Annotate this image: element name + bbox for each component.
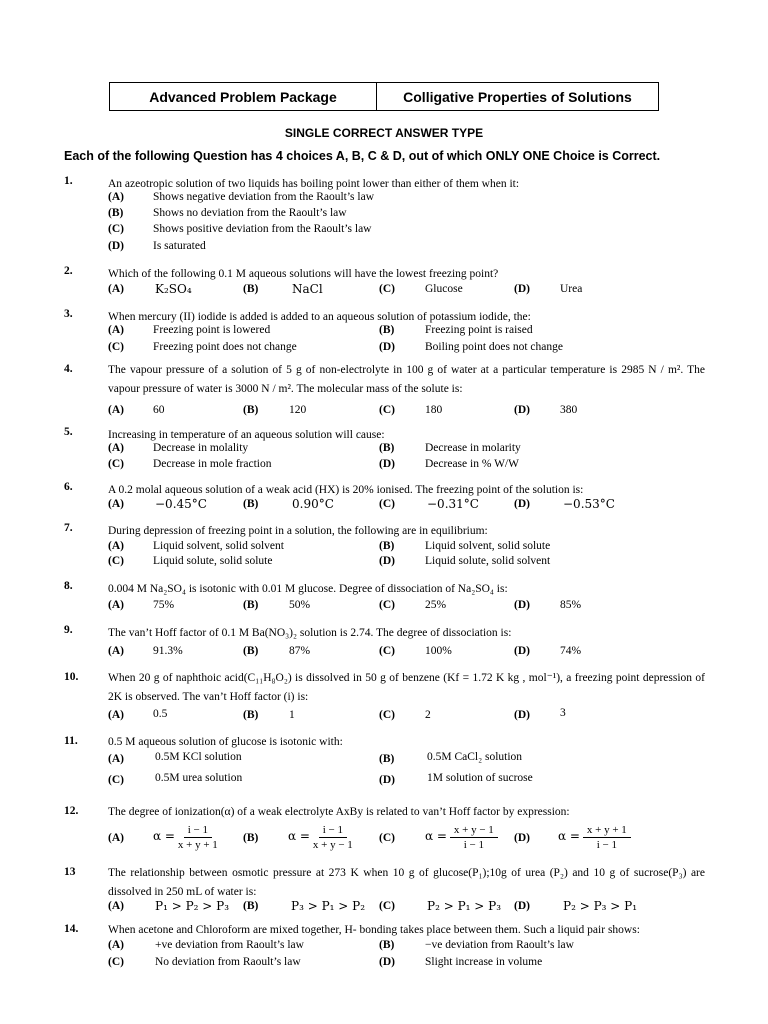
option-label: (D): [514, 283, 530, 295]
question-text: During depression of freezing point in a solution, the following are in equilibrium:: [108, 525, 488, 537]
option-b: Freezing point is raised: [425, 324, 533, 336]
option-b: NaCl: [292, 282, 323, 296]
fraction: [450, 823, 498, 852]
option-a: Freezing point is lowered: [153, 324, 271, 336]
option-label: (C): [379, 832, 395, 844]
option-c: 25%: [425, 599, 447, 611]
option-c: Liquid solute, solid solute: [153, 555, 273, 567]
option-label: (D): [514, 404, 530, 416]
question-text: The degree of ionization(α) of a weak electrolyte AxBy is related to van’t Hoff factor by expression:: [108, 806, 570, 818]
question-number: 13: [64, 866, 76, 878]
option-label: (A): [108, 753, 124, 765]
option-label: (C): [108, 223, 124, 235]
option-label: (D): [379, 341, 395, 353]
question-number: 5.: [64, 426, 73, 438]
option-label: (C): [108, 341, 124, 353]
option-c: Shows positive deviation from the Raoult’s law: [153, 223, 372, 235]
alpha-symbol: α =: [288, 829, 310, 844]
denominator: i − 1: [596, 839, 617, 851]
question-text: The relationship between osmotic pressure at 273 K when 10 g of glucose(P₁);10g of urea (P₂) and 10 g of sucrose(P₃) are dissolved in 250 mL of water is:: [108, 867, 705, 898]
header-right: Colligative Properties of Solutions: [403, 88, 632, 105]
option-label: (D): [514, 709, 530, 721]
option-d: 380: [560, 404, 578, 416]
question-text: The van’t Hoff factor of 0.1 M Ba(NO₃)₂ solution is 2.74. The degree of dissociation is:: [108, 627, 512, 639]
question-number: 8.: [64, 580, 73, 592]
option-d: Boiling point does not change: [425, 341, 563, 353]
option-b: 1: [289, 709, 295, 721]
option-label: (D): [379, 458, 395, 470]
option-label: (D): [379, 956, 395, 968]
numerator: i − 1: [319, 823, 347, 838]
option-a: −0.45°C: [155, 497, 207, 511]
option-d: 74%: [560, 645, 582, 657]
option-label: (B): [379, 540, 395, 552]
option-label: (C): [379, 900, 395, 912]
option-c: Decrease in mole fraction: [153, 458, 272, 470]
question-text: Which of the following 0.1 M aqueous solutions will have the lowest freezing point?: [108, 268, 499, 280]
option-a: Decrease in molality: [153, 442, 249, 454]
question-number: 6.: [64, 481, 73, 493]
option-label: (B): [243, 900, 259, 912]
option-a: 0.5: [153, 708, 168, 720]
option-label: (B): [243, 709, 259, 721]
question-text: 0.004 M Na₂SO₄ is isotonic with 0.01 M glucose. Degree of dissociation of Na₂SO₄ is:: [108, 583, 508, 595]
option-b: −ve deviation from Raoult’s law: [425, 939, 574, 951]
option-d: Is saturated: [153, 240, 206, 252]
question-text: Increasing in temperature of an aqueous solution will cause:: [108, 429, 385, 441]
option-d: Slight increase in volume: [425, 956, 543, 968]
option-label: (A): [108, 645, 124, 657]
option-b: [288, 823, 353, 852]
header-left: Advanced Problem Package: [110, 83, 377, 110]
option-label: (A): [108, 900, 124, 912]
header-box: [109, 82, 659, 111]
denominator: x + y + 1: [177, 839, 218, 851]
option-a: K₂SO₄: [155, 282, 192, 296]
question-text: When acetone and Chloroform are mixed together, H- bonding takes place between them. Such a liquid pair shows:: [108, 924, 640, 936]
question-number: 10.: [64, 671, 79, 683]
option-label: (C): [379, 709, 395, 721]
option-label: (C): [108, 555, 124, 567]
option-b: Liquid solvent, solid solute: [425, 540, 551, 552]
option-label: (B): [243, 498, 259, 510]
option-label: (D): [108, 240, 124, 252]
section-title: SINGLE CORRECT ANSWER TYPE: [284, 126, 484, 140]
option-label: (A): [108, 939, 124, 951]
option-a: 0.5M KCl solution: [155, 751, 242, 763]
option-label: (A): [108, 283, 124, 295]
alpha-symbol: α =: [153, 829, 175, 844]
option-label: (D): [514, 900, 530, 912]
option-label: (C): [108, 458, 124, 470]
option-label: (A): [108, 832, 124, 844]
question-number: 7.: [64, 522, 73, 534]
option-a: Shows negative deviation from the Raoult’s law: [153, 191, 375, 203]
option-a: +ve deviation from Raoult’s law: [155, 939, 304, 951]
option-label: (B): [243, 645, 259, 657]
option-label: (D): [514, 599, 530, 611]
option-b: 120: [289, 404, 307, 416]
fraction: [178, 823, 218, 852]
question-text: An azeotropic solution of two liquids has boiling point lower than either of them when it:: [108, 178, 520, 190]
option-c: 100%: [425, 645, 452, 657]
fraction: [313, 823, 353, 852]
option-c: 2: [425, 709, 431, 721]
option-c: Glucose: [425, 283, 463, 295]
option-a: Liquid solvent, solid solvent: [153, 540, 284, 552]
question-text: 0.5 M aqueous solution of glucose is isotonic with:: [108, 736, 343, 748]
option-a: P₁ > P₂ > P₃: [155, 899, 230, 913]
option-d: Decrease in % W/W: [425, 458, 519, 470]
option-label: (B): [243, 832, 259, 844]
option-label: (C): [108, 774, 124, 786]
option-label: (A): [108, 324, 124, 336]
option-c: [425, 823, 498, 852]
numerator: x + y − 1: [450, 823, 498, 838]
option-d: 85%: [560, 599, 582, 611]
option-label: (B): [379, 939, 395, 951]
option-b: Decrease in molarity: [425, 442, 521, 454]
option-c: 0.5M urea solution: [155, 772, 243, 784]
option-d: [558, 823, 631, 852]
option-label: (D): [514, 498, 530, 510]
question-number: 3.: [64, 308, 73, 320]
option-label: (B): [379, 753, 395, 765]
option-a: 91.3%: [153, 645, 183, 657]
option-c: P₂ > P₁ > P₃: [427, 899, 502, 913]
question-text: A 0.2 molal aqueous solution of a weak acid (HX) is 20% ionised. The freezing point of the solution is:: [108, 484, 584, 496]
question-number: 1.: [64, 175, 73, 187]
option-label: (B): [243, 404, 259, 416]
option-a: 75%: [153, 599, 175, 611]
option-label: (B): [379, 324, 395, 336]
question-number: 12.: [64, 805, 79, 817]
option-label: (D): [379, 555, 395, 567]
option-d: −0.53°C: [563, 497, 615, 511]
denominator: i − 1: [463, 839, 484, 851]
fraction: [583, 823, 631, 852]
option-a: 60: [153, 404, 165, 416]
option-b: P₃ > P₁ > P₂: [291, 899, 366, 913]
option-c: No deviation from Raoult’s law: [155, 956, 301, 968]
option-d: 3: [560, 707, 566, 719]
option-label: (C): [379, 283, 395, 295]
instructions: Each of the following Question has 4 choices A, B, C & D, out of which ONLY ONE Choice is Correct.: [64, 149, 661, 163]
question-text: When 20 g of naphthoic acid(C₁₁H₈O₂) is dissolved in 50 g of benzene (Kf = 1.72 K kg , mol⁻¹), a freezing point depression of 2K is observed. The van’t Hoff factor (i) is:: [108, 672, 705, 703]
option-b: 87%: [289, 645, 311, 657]
option-label: (C): [379, 599, 395, 611]
option-label: (A): [108, 442, 124, 454]
option-label: (C): [379, 498, 395, 510]
option-label: (D): [379, 774, 395, 786]
option-label: (D): [514, 645, 530, 657]
option-label: (A): [108, 540, 124, 552]
question-number: 14.: [64, 923, 79, 935]
option-label: (B): [243, 599, 259, 611]
option-label: (D): [514, 832, 530, 844]
denominator: x + y − 1: [312, 839, 353, 851]
option-label: (C): [379, 645, 395, 657]
option-d: P₂ > P₃ > P₁: [563, 899, 638, 913]
alpha-symbol: α =: [558, 829, 580, 844]
option-label: (C): [379, 404, 395, 416]
option-label: (B): [243, 283, 259, 295]
option-label: (A): [108, 498, 124, 510]
option-label: (A): [108, 191, 124, 203]
option-b: Shows no deviation from the Raoult’s law: [153, 207, 347, 219]
option-label: (C): [108, 956, 124, 968]
option-b: 50%: [289, 599, 311, 611]
question-text: When mercury (II) iodide is added is added to an aqueous solution of potassium iodide, the:: [108, 311, 531, 323]
question-number: 9.: [64, 624, 73, 636]
option-a: [153, 823, 218, 852]
option-d: Urea: [560, 283, 583, 295]
option-d: Liquid solute, solid solvent: [425, 555, 551, 567]
question-number: 11.: [64, 735, 78, 747]
option-label: (A): [108, 599, 124, 611]
question-text: The vapour pressure of a solution of 5 g of non-electrolyte in 100 g of water at a particular temperature is 2985 N / m². The vapour pressure of water is 3000 N / m². The molecular mass of the solute is:: [108, 364, 705, 395]
option-label: (B): [379, 442, 395, 454]
question-number: 2.: [64, 265, 73, 277]
question-number: 4.: [64, 363, 73, 375]
option-c: Freezing point does not change: [153, 341, 297, 353]
option-label: (B): [108, 207, 124, 219]
alpha-symbol: α =: [425, 829, 447, 844]
option-b: 0.5M CaCl₂ solution: [427, 751, 523, 763]
numerator: x + y + 1: [583, 823, 631, 838]
option-c: 180: [425, 404, 443, 416]
option-label: (A): [108, 709, 124, 721]
option-label: (A): [108, 404, 124, 416]
option-b: 0.90°C: [292, 497, 334, 511]
option-d: 1M solution of sucrose: [427, 772, 533, 784]
option-c: −0.31°C: [427, 497, 479, 511]
numerator: i − 1: [184, 823, 212, 838]
